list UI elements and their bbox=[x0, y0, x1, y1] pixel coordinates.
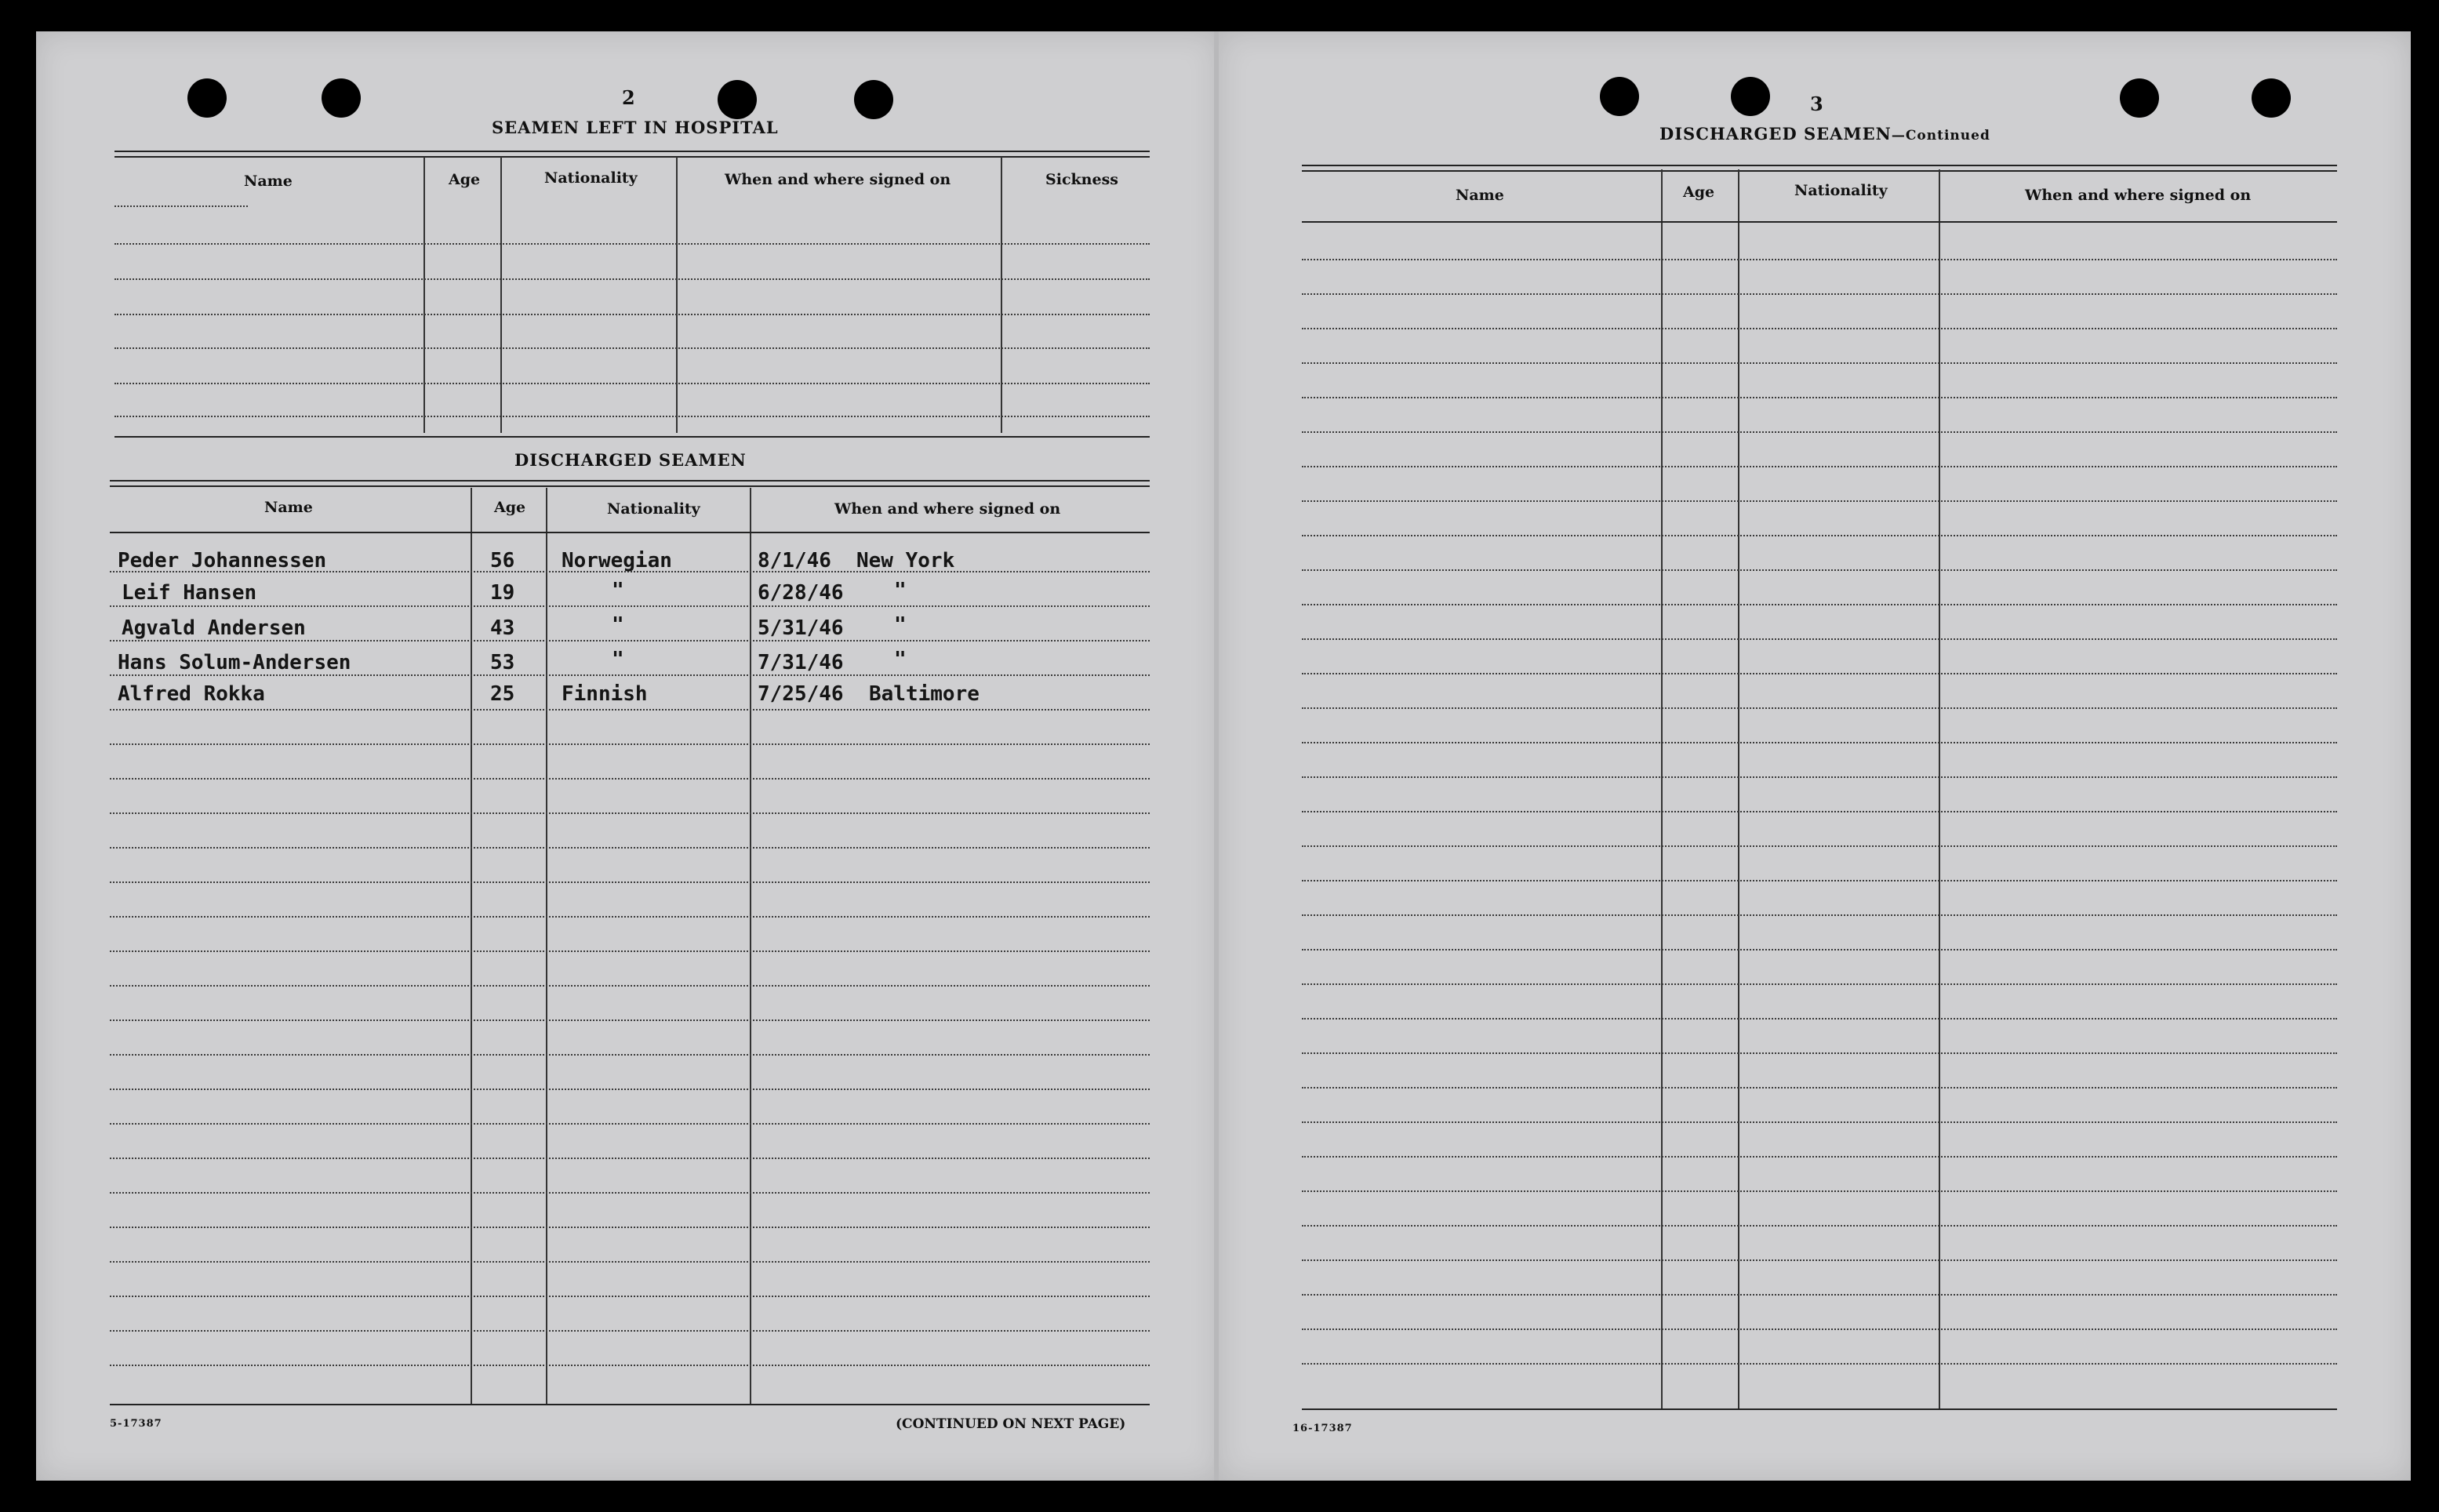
table-rule bbox=[114, 151, 1150, 158]
seaman-age: 53 bbox=[490, 651, 515, 674]
column-header-name: Name bbox=[264, 499, 313, 516]
table-rule bbox=[1302, 221, 2337, 223]
table-row bbox=[110, 1158, 1150, 1159]
column-divider bbox=[1939, 169, 1940, 1408]
table-row bbox=[114, 416, 1150, 417]
table-row bbox=[1302, 362, 2337, 364]
table-row bbox=[110, 1296, 1150, 1297]
column-header-signed-on: When and where signed on bbox=[2025, 187, 2252, 204]
signed-on-place: " bbox=[894, 613, 907, 637]
table-rule bbox=[110, 480, 1150, 487]
table-row bbox=[110, 950, 1150, 952]
table-row bbox=[1302, 1156, 2337, 1158]
punch-hole bbox=[1731, 77, 1770, 116]
table-row bbox=[114, 347, 1150, 349]
page-title-suffix: —Continued bbox=[1891, 128, 1990, 144]
column-header-nationality: Nationality bbox=[1794, 182, 1888, 199]
seaman-name: Agvald Andersen bbox=[122, 616, 306, 640]
seaman-nationality: " bbox=[612, 613, 624, 637]
signed-on-date: 7/31/46 bbox=[758, 651, 844, 674]
table-row bbox=[1302, 569, 2337, 571]
table-row bbox=[110, 1089, 1150, 1090]
table-row bbox=[110, 1365, 1150, 1366]
table-row bbox=[110, 640, 1150, 642]
table-rule bbox=[110, 532, 1150, 533]
punch-hole bbox=[322, 78, 361, 118]
table-row bbox=[110, 1020, 1150, 1021]
seaman-name: Hans Solum-Andersen bbox=[118, 651, 351, 674]
table-row bbox=[110, 847, 1150, 849]
table-row bbox=[1302, 845, 2337, 847]
table-row bbox=[1302, 638, 2337, 640]
punch-hole bbox=[2252, 78, 2291, 118]
column-divider bbox=[546, 488, 547, 1405]
signed-on-date: 8/1/46 bbox=[758, 549, 831, 572]
column-divider bbox=[423, 157, 425, 433]
signed-on-place: New York bbox=[856, 549, 955, 572]
table-row bbox=[110, 709, 1150, 711]
column-header-nationality: Nationality bbox=[607, 500, 700, 518]
table-row bbox=[110, 1330, 1150, 1332]
page-number: 3 bbox=[1810, 93, 1823, 115]
table-row bbox=[114, 205, 248, 207]
column-header-age: Age bbox=[494, 499, 526, 516]
table-row bbox=[110, 1227, 1150, 1228]
column-divider bbox=[676, 157, 678, 433]
signed-on-date: 7/25/46 bbox=[758, 682, 844, 706]
table-row bbox=[110, 985, 1150, 987]
table-row bbox=[1302, 259, 2337, 260]
right-page bbox=[1219, 31, 2411, 1481]
table-row bbox=[110, 743, 1150, 745]
table-row bbox=[110, 812, 1150, 814]
table-row bbox=[1302, 880, 2337, 881]
table-row bbox=[110, 1054, 1150, 1056]
table-rule bbox=[1302, 1408, 2337, 1410]
column-header-signed-on: When and where signed on bbox=[834, 500, 1061, 518]
seaman-nationality: Norwegian bbox=[562, 549, 672, 572]
column-header-age: Age bbox=[1683, 184, 1715, 201]
seaman-nationality: Finnish bbox=[562, 682, 648, 706]
table-row bbox=[1302, 949, 2337, 950]
table-row bbox=[110, 674, 1150, 676]
seaman-nationality: " bbox=[612, 579, 624, 602]
page-number: 2 bbox=[622, 86, 635, 109]
seaman-age: 43 bbox=[490, 616, 515, 640]
column-header-age: Age bbox=[449, 171, 481, 188]
table-row bbox=[110, 881, 1150, 883]
table-row bbox=[1302, 673, 2337, 674]
discharged-section-title: DISCHARGED SEAMEN bbox=[514, 450, 747, 470]
column-divider bbox=[750, 488, 751, 1405]
table-row bbox=[114, 314, 1150, 315]
table-row bbox=[1302, 604, 2337, 605]
table-row bbox=[1302, 535, 2337, 536]
punch-hole bbox=[718, 80, 757, 119]
column-header-signed-on: When and where signed on bbox=[725, 171, 951, 188]
table-row bbox=[1302, 1294, 2337, 1296]
column-divider bbox=[1738, 169, 1739, 1408]
signed-on-place: Baltimore bbox=[869, 682, 980, 706]
continued-note: (CONTINUED ON NEXT PAGE) bbox=[896, 1416, 1126, 1432]
table-row bbox=[1302, 1018, 2337, 1020]
table-row bbox=[1302, 397, 2337, 398]
table-row bbox=[1302, 500, 2337, 502]
table-rule bbox=[114, 436, 1150, 438]
table-row bbox=[110, 605, 1150, 607]
seaman-age: 19 bbox=[490, 581, 515, 605]
table-row bbox=[1302, 1363, 2337, 1365]
table-row bbox=[1302, 1328, 2337, 1330]
punch-hole bbox=[2120, 78, 2159, 118]
form-number: 5-17387 bbox=[110, 1418, 162, 1430]
table-row bbox=[1302, 1190, 2337, 1192]
table-row bbox=[110, 916, 1150, 918]
column-header-name: Name bbox=[1456, 187, 1504, 204]
table-row bbox=[1302, 431, 2337, 433]
table-row bbox=[110, 778, 1150, 780]
table-row bbox=[114, 243, 1150, 245]
table-row bbox=[1302, 914, 2337, 916]
signed-on-place: " bbox=[894, 648, 907, 671]
seaman-age: 56 bbox=[490, 549, 515, 572]
signed-on-date: 5/31/46 bbox=[758, 616, 844, 640]
seaman-name: Peder Johannessen bbox=[118, 549, 327, 572]
page-title bbox=[1659, 124, 1990, 144]
table-row bbox=[110, 1192, 1150, 1194]
table-row bbox=[110, 1261, 1150, 1263]
column-divider bbox=[471, 488, 472, 1405]
table-row bbox=[1302, 1121, 2337, 1123]
table-row bbox=[1302, 811, 2337, 812]
form-number: 16-17387 bbox=[1292, 1423, 1353, 1434]
punch-hole bbox=[187, 78, 227, 118]
left-page bbox=[36, 31, 1219, 1481]
column-divider bbox=[1001, 157, 1002, 433]
column-header-nationality: Nationality bbox=[544, 169, 638, 187]
seaman-nationality: " bbox=[612, 648, 624, 671]
table-row bbox=[1302, 1225, 2337, 1227]
table-row bbox=[114, 383, 1150, 384]
table-row bbox=[1302, 328, 2337, 329]
table-row bbox=[1302, 466, 2337, 467]
table-row bbox=[114, 278, 1150, 280]
column-divider bbox=[500, 157, 502, 433]
table-row bbox=[1302, 707, 2337, 709]
signed-on-place: " bbox=[894, 579, 907, 602]
table-row bbox=[1302, 293, 2337, 295]
table-row bbox=[110, 1123, 1150, 1125]
signed-on-date: 6/28/46 bbox=[758, 581, 844, 605]
table-rule bbox=[110, 1404, 1150, 1405]
table-row bbox=[1302, 983, 2337, 985]
table-rule bbox=[1302, 165, 2337, 172]
table-row bbox=[1302, 776, 2337, 778]
table-row bbox=[1302, 1087, 2337, 1089]
column-header-sickness: Sickness bbox=[1045, 171, 1118, 188]
table-row bbox=[1302, 1052, 2337, 1054]
column-divider bbox=[1661, 169, 1663, 1408]
table-row bbox=[1302, 1259, 2337, 1261]
seaman-name: Alfred Rokka bbox=[118, 682, 265, 706]
table-row bbox=[1302, 742, 2337, 743]
seaman-age: 25 bbox=[490, 682, 515, 706]
punch-hole bbox=[854, 80, 893, 119]
page-title-text: DISCHARGED SEAMEN bbox=[1659, 124, 1892, 144]
punch-hole bbox=[1600, 77, 1639, 116]
hospital-section-title: SEAMEN LEFT IN HOSPITAL bbox=[492, 118, 779, 137]
seaman-name: Leif Hansen bbox=[122, 581, 257, 605]
column-header-name: Name bbox=[244, 173, 293, 190]
